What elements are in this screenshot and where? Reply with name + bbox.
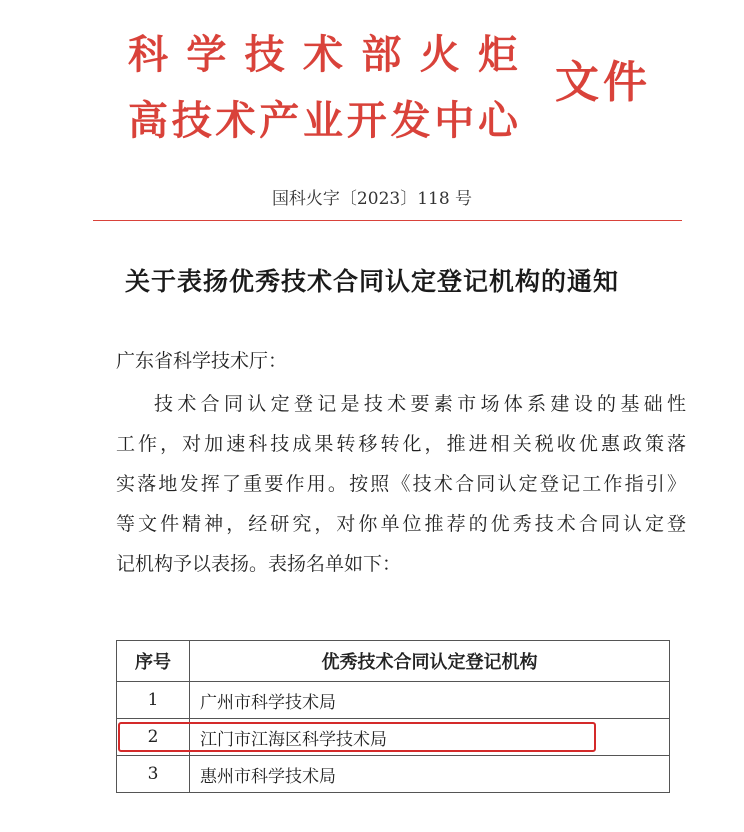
table-header-row (117, 641, 670, 682)
body-line: 工作，对加速科技成果转移转化，推进相关税收优惠政策落 (116, 433, 686, 455)
notice-title: 关于表扬优秀技术合同认定登记机构的通知 (124, 267, 619, 296)
row-institution: 广州市科学技术局 (190, 682, 670, 719)
row-index: 2 (117, 719, 190, 756)
institutions-table (116, 640, 670, 793)
body-line: 等文件精神，经研究，对你单位推荐的优秀技术合同认定登 (116, 513, 686, 535)
header-institution: 优秀技术合同认定登记机构 (190, 641, 670, 682)
table-row (117, 682, 670, 719)
doc-type-label: 文件 (555, 57, 651, 108)
body-paragraph (116, 384, 686, 584)
row-index: 1 (117, 682, 190, 719)
row-institution: 江门市江海区科学技术局 (190, 719, 670, 756)
salutation: 广东省科学技术厅： (116, 350, 288, 372)
body-line: 记机构予以表扬。表扬名单如下： (116, 553, 402, 575)
body-line: 技术合同认定登记是技术要素市场体系建设的基础性 (154, 393, 686, 415)
header-index: 序号 (117, 641, 190, 682)
row-institution: 惠州市科学技术局 (190, 756, 670, 793)
document-number: 国科火字〔2023〕118 号 (271, 189, 473, 209)
highlight-box (118, 722, 596, 752)
org-name-line-2: 高技术产业开发中心 (128, 98, 518, 144)
org-name-line-1: 科学技术部火炬 (128, 32, 518, 78)
red-divider (93, 220, 682, 221)
table-row (117, 756, 670, 793)
row-index: 3 (117, 756, 190, 793)
body-line: 实落地发挥了重要作用。按照《技术合同认定登记工作指引》 (116, 473, 686, 495)
